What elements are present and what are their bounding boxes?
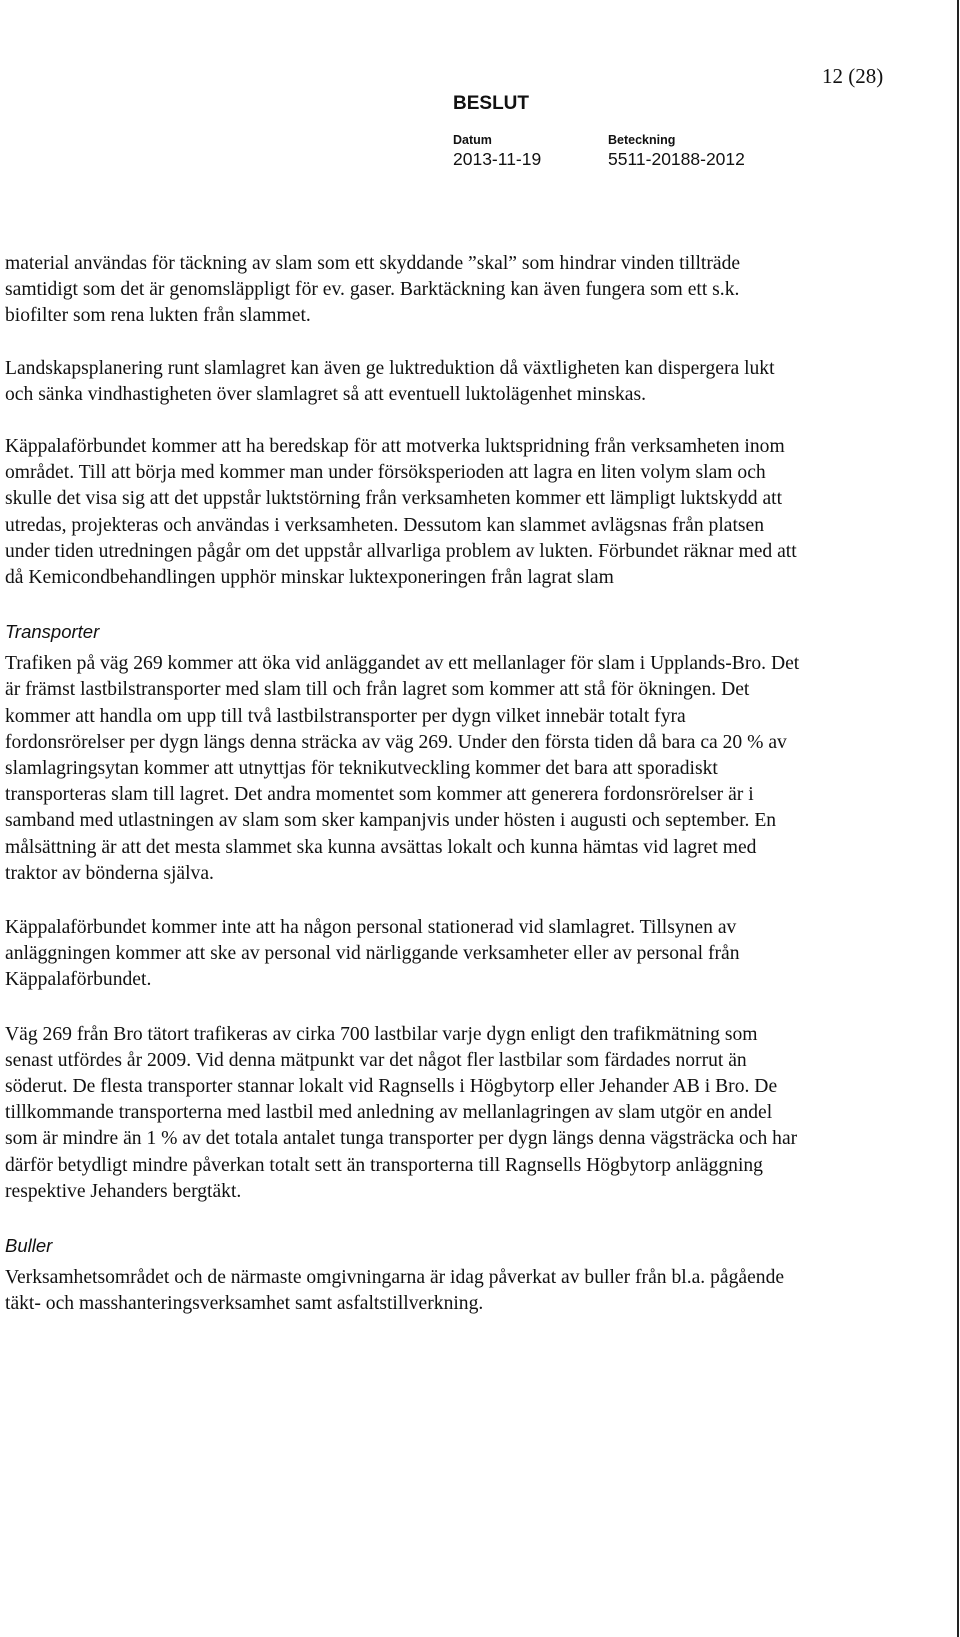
document-type: BESLUT xyxy=(453,93,529,114)
paragraph-trafiken: Trafiken på väg 269 kommer att öka vid anläggandet av ett mellanlager för slam i Upplands-Bro. Det är främst lastbilstransporter med slam till och från lagret som kommer att stå för ökningen. Det kommer att handla om upp till två lastbilstransporter per dygn vilket innebär totalt fyra fordonsrörelser per dygn längs denna sträcka av väg 269. Under den första tiden då bara ca 20 % av slamlagringsytan kommer att utnyttjas för teknikutveckling kommer det bara att sporadiskt transporteras slam till lagret. Det andra momentet som kommer att generera fordonsrörelser är i samband med utlastningen av slam som sker kampanjvis under hösten i augusti och september. En målsättning är att det mesta slammet ska kunna avsättas lokalt och kunna hämtas vid lagret med traktor av bönderna själva. xyxy=(5,653,800,884)
paragraph-skal: material användas för täckning av slam som ett skyddande ”skal” som hindrar vinden tillträde samtidigt som det är genomsläppligt för ev. gaser. Barktäckning kan även fungera som ett s.k. biofilter som rena lukten från slammet. xyxy=(5,253,741,327)
heading-transporter: Transporter xyxy=(5,621,100,643)
reference-label: Beteckning xyxy=(608,133,676,147)
reference-value: 5511-20188-2012 xyxy=(608,149,745,169)
date-label: Datum xyxy=(453,133,492,147)
paragraph-personal: Käppalaförbundet kommer inte att ha någon personal stationerad vid slamlagret. Tillsynen av anläggningen kommer att ske av personal vid närliggande verksamheter eller av personal från Käppalaförbundet. xyxy=(5,917,740,991)
heading-buller: Buller xyxy=(5,1235,53,1257)
date-value: 2013-11-19 xyxy=(453,149,542,169)
paragraph-beredskap: Käppalaförbundet kommer att ha beredskap för att motverka luktspridning från verksamheten inom området. Till att börja med kommer man under försöksperioden att lagra en liten volym slam och skulle det visa sig att det uppstår luktstörning från verksamheten kommer ett lämpligt luktskydd att utredas, projekteras och användas i verksamheten. Dessutom kan slammet avlägsnas från platsen under tiden utredningen pågår om det uppstår allvarliga problem av lukten. Förbundet räknar med att då Kemicondbehandlingen upphör minskar luktexponeringen från lagrat slam xyxy=(5,436,797,589)
paragraph-landskapsplanering: Landskapsplanering runt slamlagret kan även ge luktreduktion då växtligheten kan dispergera lukt och sänka vindhastigheten över slamlagret så att eventuell luktolägenhet minskas. xyxy=(5,357,775,405)
page-edge-line xyxy=(957,0,959,1637)
paragraph-buller: Verksamhetsområdet och de närmaste omgivningarna är idag påverkat av buller från bl.a. pågående täkt- och masshanteringsverksamhet samt asfaltstillverkning. xyxy=(5,1267,785,1315)
paragraph-vag-269: Väg 269 från Bro tätort trafikeras av cirka 700 lastbilar varje dygn enligt den trafikmätning som senast utfördes år 2009. Vid denna mätpunkt var det något fler lastbilar som färdades norrut än söderut. De flesta transporter stannar lokalt vid Ragnsells i Högbytorp eller Jehander AB i Bro. De tillkommande transporterna med lastbil med anledning av mellanlagringen av slam utgör en andel som är mindre än 1 % av det totala antalet tunga transporter per dygn längs denna vägsträcka och har därför betydligt mindre påverkan totalt sett än transporterna till Ragnsells Högbytorp anläggning respektive Jehanders bergtäkt. xyxy=(5,1023,798,1202)
page-number: 12 (28) xyxy=(822,64,884,88)
document-body xyxy=(5,251,805,1318)
